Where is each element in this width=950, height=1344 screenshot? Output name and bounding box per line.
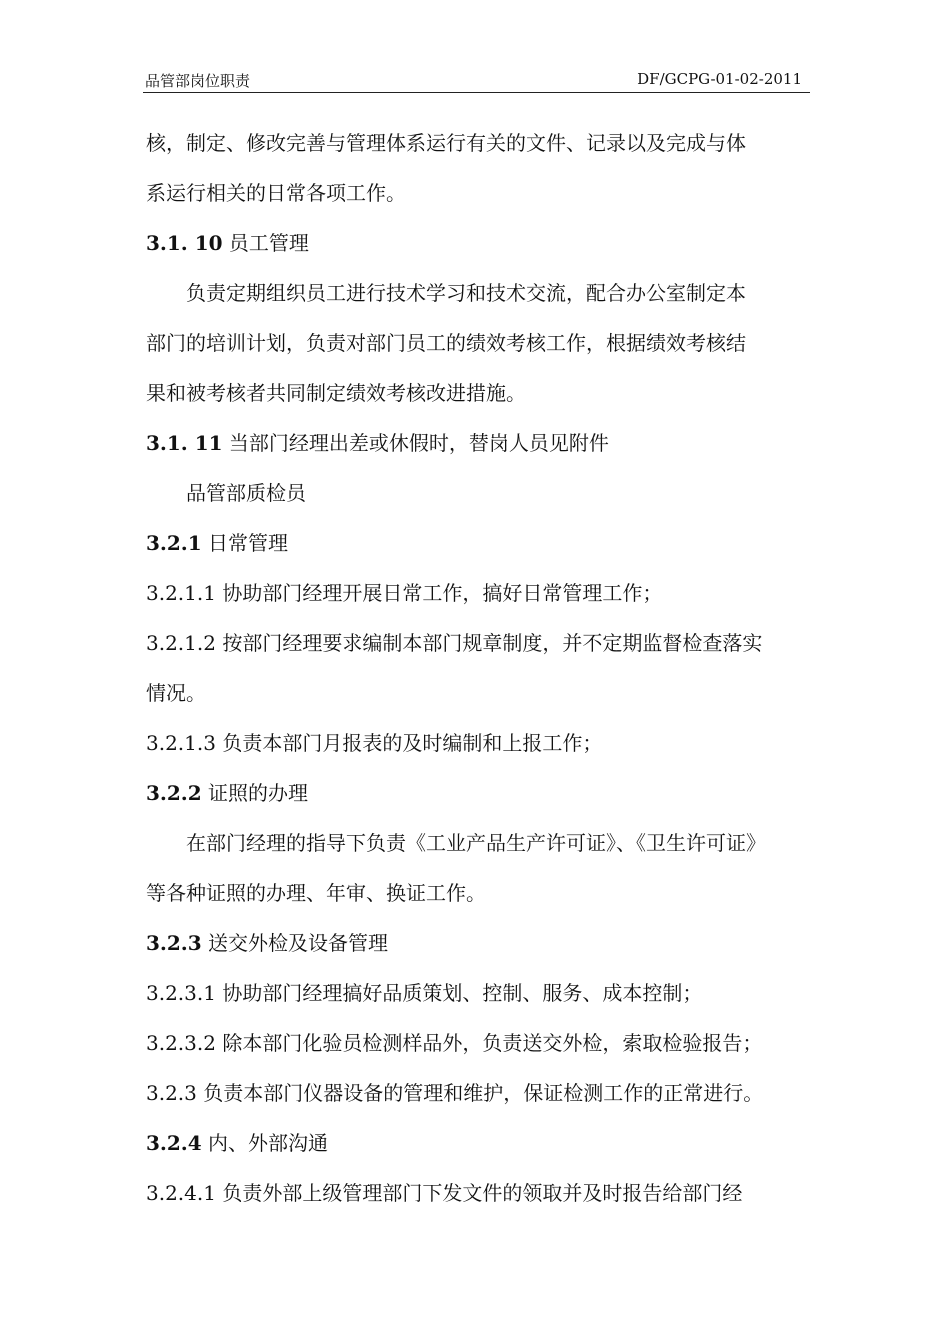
text-line: [146, 618, 810, 668]
text-line: [146, 1118, 810, 1168]
line-text: 3.2.3 负责本部门仪器设备的管理和维护，保证检测工作的正常进行。: [146, 1081, 764, 1105]
text-line: [146, 568, 810, 618]
section-number: 3.2.2: [146, 781, 202, 805]
line-text: 证照的办理: [201, 781, 309, 805]
line-text: 果和被考核者共同制定绩效考核改进措施。: [146, 381, 526, 405]
text-line: [146, 118, 810, 168]
page-header: [143, 68, 810, 93]
line-text: 日常管理: [201, 531, 289, 555]
text-line: [146, 868, 810, 918]
line-text: 当部门经理出差或休假时，替岗人员见附件: [222, 431, 609, 455]
text-line: [146, 468, 810, 518]
line-text: 等各种证照的办理、年审、换证工作。: [146, 881, 486, 905]
text-line: [146, 1018, 810, 1068]
line-text: 3.2.1.2 按部门经理要求编制本部门规章制度，并不定期监督检查落实: [146, 631, 763, 655]
line-text: 3.2.3.2 除本部门化验员检测样品外，负责送交外检，索取检验报告；: [146, 1031, 763, 1055]
line-text: 在部门经理的指导下负责《工业产品生产许可证》、《卫生许可证》: [186, 831, 766, 855]
line-text: 3.2.1.1 协助部门经理开展日常工作，搞好日常管理工作；: [146, 581, 663, 605]
line-text: 核，制定、修改完善与管理体系运行有关的文件、记录以及完成与体: [146, 131, 746, 155]
text-line: [146, 168, 810, 218]
line-text: 品管部质检员: [186, 481, 306, 505]
line-text: 系运行相关的日常各项工作。: [146, 181, 406, 205]
section-number: 3.2.4: [146, 1131, 202, 1155]
document-code: DF/GCPG-01-02-2011: [637, 70, 802, 88]
text-line: [146, 368, 810, 418]
line-text: 3.2.4.1 负责外部上级管理部门下发文件的领取并及时报告给部门经: [146, 1181, 743, 1205]
text-line: [146, 668, 810, 718]
section-number: 3.2.1: [146, 531, 202, 555]
text-line: [146, 718, 810, 768]
section-number: 3.2.3: [146, 931, 202, 955]
line-text: 员工管理: [222, 231, 309, 255]
text-line: [146, 918, 810, 968]
text-line: [146, 518, 810, 568]
text-line: [146, 768, 810, 818]
line-text: 情况。: [146, 681, 206, 705]
line-text: 3.2.1.3 负责本部门月报表的及时编制和上报工作；: [146, 731, 603, 755]
document-body: [146, 118, 810, 1218]
line-text: 送交外检及设备管理: [201, 931, 389, 955]
text-line: [146, 818, 810, 868]
text-line: [146, 318, 810, 368]
text-line: [146, 1068, 810, 1118]
text-line: [146, 218, 810, 268]
line-text: 部门的培训计划，负责对部门员工的绩效考核工作，根据绩效考核结: [146, 331, 746, 355]
section-number: 3.1. 10: [146, 231, 223, 255]
section-number: 3.1. 11: [146, 431, 223, 455]
line-text: 3.2.3.1 协助部门经理搞好品质策划、控制、服务、成本控制；: [146, 981, 703, 1005]
line-text: 内、外部沟通: [201, 1131, 329, 1155]
header-title: 品管部岗位职责: [145, 72, 251, 90]
text-line: [146, 418, 810, 468]
line-text: 负责定期组织员工进行技术学习和技术交流，配合办公室制定本: [186, 281, 746, 305]
text-line: [146, 1168, 810, 1218]
text-line: [146, 268, 810, 318]
text-line: [146, 968, 810, 1018]
